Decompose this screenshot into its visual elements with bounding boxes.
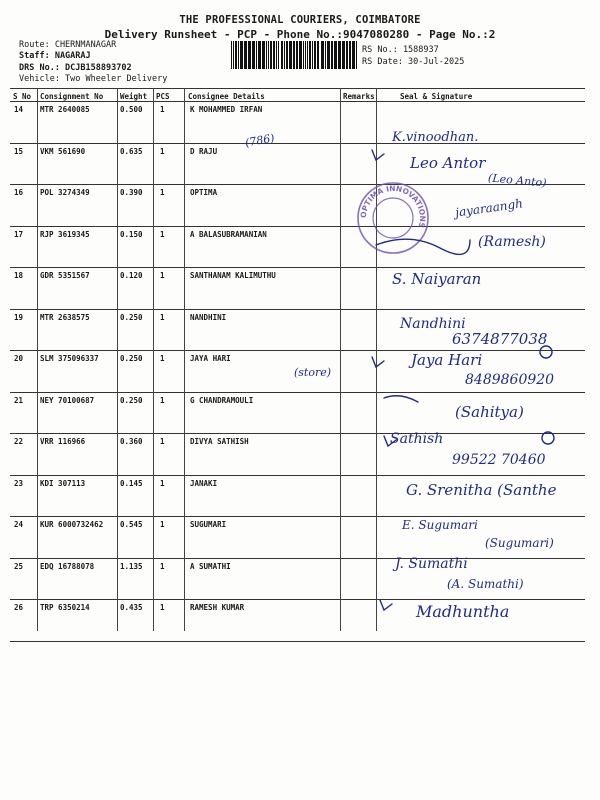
cell-consignment-no: TRP 6350214: [40, 603, 90, 612]
rs-date: RS Date: 30-Jul-2025: [362, 57, 465, 67]
cell-consignee: JANAKI: [190, 478, 218, 488]
signature-scribble: [384, 396, 418, 402]
handwritten-signature: Madhuntha: [416, 602, 510, 621]
cell-consignment-no: MTR 2640085: [40, 105, 90, 114]
tick-mark: [372, 150, 384, 160]
handwritten-signature: G. Srenitha (Santhe: [406, 481, 557, 499]
handwritten-phone: 99522 70460: [452, 452, 546, 468]
cell-sno: 23: [14, 478, 24, 488]
cell-sno: 16: [14, 188, 24, 197]
runsheet-subtitle: Delivery Runsheet - PCP - Phone No.:9047080280 - Page No.:2: [104, 28, 496, 41]
tick-mark: [384, 436, 396, 446]
col-header-consignee: Consignee Details: [188, 92, 265, 101]
handwritten-signature: Leo Antor: [410, 154, 486, 172]
handwritten-phone: 6374877038: [452, 330, 548, 348]
cell-pcs: 1: [160, 271, 165, 280]
col-header-seal-signature: Seal & Signature: [400, 92, 473, 101]
handwritten-name: (Ramesh): [478, 234, 546, 250]
handwritten-signature: Jaya Hari: [411, 351, 483, 369]
cell-pcs: 1: [160, 520, 165, 529]
cell-consignee: SUGUMARI: [190, 520, 227, 529]
cell-consignee: A SUMATHI: [190, 561, 231, 571]
cell-weight: 1.135: [120, 561, 143, 571]
cell-consignment-no: RJP 3619345: [40, 229, 90, 239]
cell-weight: 0.390: [120, 188, 143, 197]
circled-mark: [540, 346, 552, 358]
cell-consignee: JAYA HARI: [190, 354, 231, 363]
col-header-remarks: Remarks: [343, 92, 375, 101]
signature-scribble: [376, 239, 470, 254]
col-header-sno: S No: [13, 92, 32, 101]
cell-pcs: 1: [160, 146, 165, 156]
drs-number: DRS No.: DCJB158893702: [19, 63, 132, 73]
cell-pcs: 1: [160, 437, 165, 446]
cell-pcs: 1: [160, 354, 165, 363]
cell-weight: 0.635: [120, 146, 143, 156]
cell-sno: 25: [14, 561, 24, 571]
cell-sno: 22: [14, 437, 24, 446]
cell-pcs: 1: [160, 188, 165, 197]
cell-weight: 0.500: [120, 105, 143, 114]
staff-label: Staff: NAGARAJ: [19, 51, 91, 61]
cell-consignee: RAMESH KUMAR: [190, 603, 245, 612]
tick-mark: [380, 600, 392, 610]
handwritten-name: (A. Sumathi): [447, 577, 524, 591]
cell-consignee: A BALASUBRAMANIAN: [190, 229, 267, 239]
cell-sno: 18: [14, 271, 24, 280]
circled-mark: [542, 432, 554, 444]
cell-sno: 15: [14, 146, 24, 156]
handwritten-remark: (store): [294, 366, 332, 379]
cell-sno: 19: [14, 312, 24, 322]
cell-pcs: 1: [160, 395, 165, 405]
cell-sno: 17: [14, 229, 24, 239]
cell-consignee: K MOHAMMED IRFAN: [190, 105, 263, 114]
cell-consignment-no: GDR 5351567: [40, 271, 90, 280]
handwritten-signature: Nandhini: [400, 316, 466, 332]
cell-consignee: G CHANDRAMOULI: [190, 395, 254, 405]
cell-consignment-no: EDQ 16788078: [40, 561, 95, 571]
cell-sno: 20: [14, 354, 24, 363]
cell-sno: 26: [14, 603, 24, 612]
cell-weight: 0.545: [120, 520, 143, 529]
cell-consignment-no: VRR 116966: [40, 437, 86, 446]
tick-mark: [372, 357, 384, 367]
col-header-consignment: Consignment No: [40, 92, 104, 101]
handwritten-name: (Leo Anto): [487, 171, 548, 190]
cell-consignment-no: VKM 561690: [40, 146, 86, 156]
cell-consignment-no: POL 3274349: [40, 188, 90, 197]
cell-consignment-no: KDI 307113: [40, 478, 86, 488]
handwritten-signature: S. Naiyaran: [392, 270, 482, 288]
cell-weight: 0.360: [120, 437, 143, 446]
handwritten-phone: 8489860920: [465, 372, 555, 388]
handwritten-name: (Sugumari): [485, 536, 554, 550]
cell-weight: 0.150: [120, 229, 143, 239]
cell-weight: 0.250: [120, 354, 143, 363]
cell-sno: 24: [14, 520, 24, 529]
handwritten-signature: Sathish: [390, 431, 444, 447]
cell-pcs: 1: [160, 105, 165, 114]
cell-consignee: NANDHINI: [190, 312, 227, 322]
cell-consignee: DIVYA SATHISH: [190, 437, 249, 446]
cell-sno: 21: [14, 395, 24, 405]
route-label: Route: CHERNMANAGAR: [19, 40, 117, 50]
handwritten-signature: K.vinoodhan.: [392, 130, 479, 145]
stamp-text: OPTIMA INNOVATIONS: [358, 183, 428, 229]
cell-consignment-no: SLM 375096337: [40, 354, 99, 363]
handwritten-signature: J. Sumathi: [395, 556, 468, 572]
cell-pcs: 1: [160, 229, 165, 239]
cell-weight: 0.435: [120, 603, 143, 612]
cell-consignee: D RAJU: [190, 146, 218, 156]
handwritten-remark: (786): [244, 131, 276, 150]
vehicle-label: Vehicle: Two Wheeler Delivery: [19, 74, 168, 84]
cell-consignment-no: NEY 70100687: [40, 395, 95, 405]
cell-consignment-no: KUR 6000732462: [40, 520, 104, 529]
rs-number: RS No.: 1588937: [362, 45, 439, 55]
cell-weight: 0.250: [120, 312, 143, 322]
cell-pcs: 1: [160, 312, 165, 322]
handwritten-name: (Sahitya): [455, 403, 524, 421]
col-header-weight: Weight: [120, 92, 148, 101]
company-title: THE PROFESSIONAL COURIERS, COIMBATORE: [179, 14, 421, 26]
cell-consignee: SANTHANAM KALIMUTHU: [190, 271, 276, 280]
cell-weight: 0.120: [120, 271, 143, 280]
cell-pcs: 1: [160, 561, 165, 571]
cell-consignment-no: MTR 2638575: [40, 312, 90, 322]
handwritten-signature: E. Sugumari: [402, 518, 478, 532]
cell-pcs: 1: [160, 478, 165, 488]
cell-consignee: OPTIMA: [190, 188, 218, 197]
cell-weight: 0.250: [120, 395, 143, 405]
cell-weight: 0.145: [120, 478, 143, 488]
cell-pcs: 1: [160, 603, 165, 612]
col-header-pcs: PCS: [156, 92, 170, 101]
cell-sno: 14: [14, 105, 24, 114]
handwritten-name: jayaraangh: [454, 196, 524, 220]
